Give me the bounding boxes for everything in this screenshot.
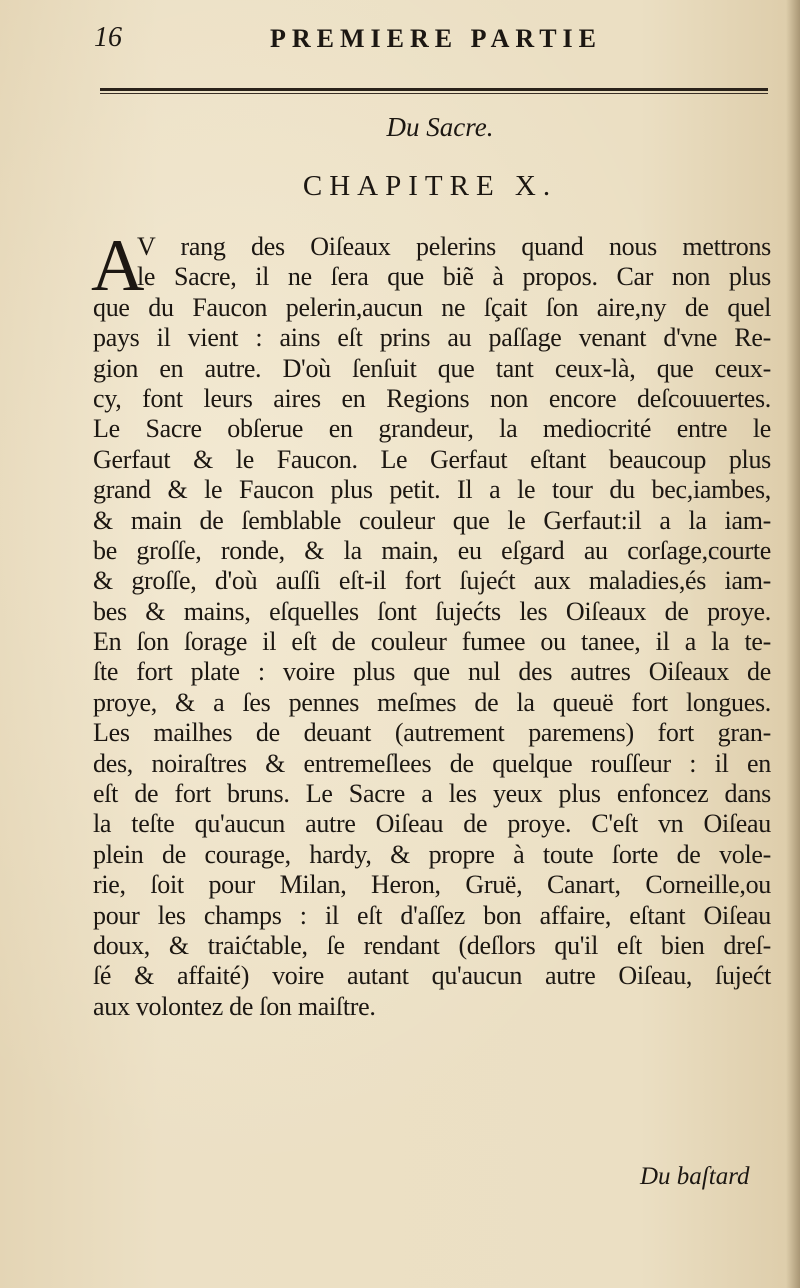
text-line: Les mailhes de deuant (autrement paremens) fort gran- bbox=[93, 718, 771, 748]
text-line: ſte fort plate : voire plus que nul des autres Oiſeaux de bbox=[93, 657, 771, 687]
page-number: 16 bbox=[94, 22, 122, 53]
text-line: En ſon ſorage il eſt de couleur fumee ou tanee, il a la te- bbox=[93, 627, 771, 657]
text-line: rie, ſoit pour Milan, Heron, Gruë, Canart, Corneille,ou bbox=[93, 870, 771, 900]
text-line: que du Faucon pelerin,aucun ne ſçait ſon aire,ny de quel bbox=[93, 292, 771, 322]
text-line: la teſte qu'aucun autre Oiſeau de proye. C'eſt vn Oiſeau bbox=[93, 809, 771, 839]
text-line: cy, font leurs aires en Regions non encore deſcouuertes. bbox=[93, 383, 771, 413]
body-text bbox=[91, 225, 771, 1022]
text-line: Gerfaut & le Faucon. Le Gerfaut eſtant beaucoup plus bbox=[93, 444, 771, 474]
text-line: V rang des Oiſeaux pelerins quand nous mettrons bbox=[137, 232, 771, 261]
text-line: pour les champs : il eſt d'aſſez bon affaire, eſtant Oiſeau bbox=[93, 900, 771, 930]
chapter-title: CHAPITRE X. bbox=[302, 170, 558, 202]
text-line: des, noiraſtres & entremeſlees de quelque rouſſeur : il en bbox=[93, 748, 771, 778]
text-line: ſé & affaité) voire autant qu'aucun autre Oiſeau, ſujećt bbox=[93, 961, 771, 991]
catchword: Du baſtard bbox=[640, 1163, 750, 1190]
text-line: bes & mains, eſquelles ſont ſujećts les Oiſeaux de proye. bbox=[93, 596, 771, 626]
text-line: & groſſe, d'où auſſi eſt-il fort ſujećt aux maladies,és iam- bbox=[93, 566, 771, 596]
text-line: doux, & traićtable, ſe rendant (deſlors qu'il eſt bien dreſ- bbox=[93, 930, 771, 960]
drop-cap: A bbox=[91, 225, 145, 307]
text-line: & main de ſemblable couleur que le Gerfaut:il a la iam- bbox=[93, 505, 771, 535]
text-line: le Sacre, il ne ſera que biẽ à propos. Car non plus bbox=[137, 262, 771, 292]
text-line: be groſſe, ronde, & la main, eu eſgard au corſage,courte bbox=[93, 535, 771, 565]
text-line: gion en autre. D'où ſenſuit que tant ceux-là, que ceux- bbox=[93, 353, 771, 383]
text-line: Le Sacre obſerue en grandeur, la mediocrité entre le bbox=[93, 414, 771, 444]
section-title: Du Sacre. bbox=[386, 112, 494, 142]
text-line: eſt de fort bruns. Le Sacre a les yeux plus enfoncez dans bbox=[93, 779, 771, 809]
running-head bbox=[90, 22, 770, 58]
text-line: plein de courage, hardy, & propre à toute ſorte de vole- bbox=[93, 839, 771, 869]
text-line: proye, & a ſes pennes meſmes de la queuë fort longues. bbox=[93, 687, 771, 717]
text-line: aux volontez de ſon maiſtre. bbox=[93, 991, 376, 1021]
head-rule-thin bbox=[100, 93, 768, 94]
head-rule bbox=[100, 88, 768, 91]
text-line: grand & le Faucon plus petit. Il a le tour du bec,iambes, bbox=[93, 475, 771, 505]
running-head-title: PREMIERE PARTIE bbox=[270, 24, 603, 53]
text-line: pays il vient : ains eſt prins au paſſage venant d'vne Re- bbox=[93, 323, 771, 353]
